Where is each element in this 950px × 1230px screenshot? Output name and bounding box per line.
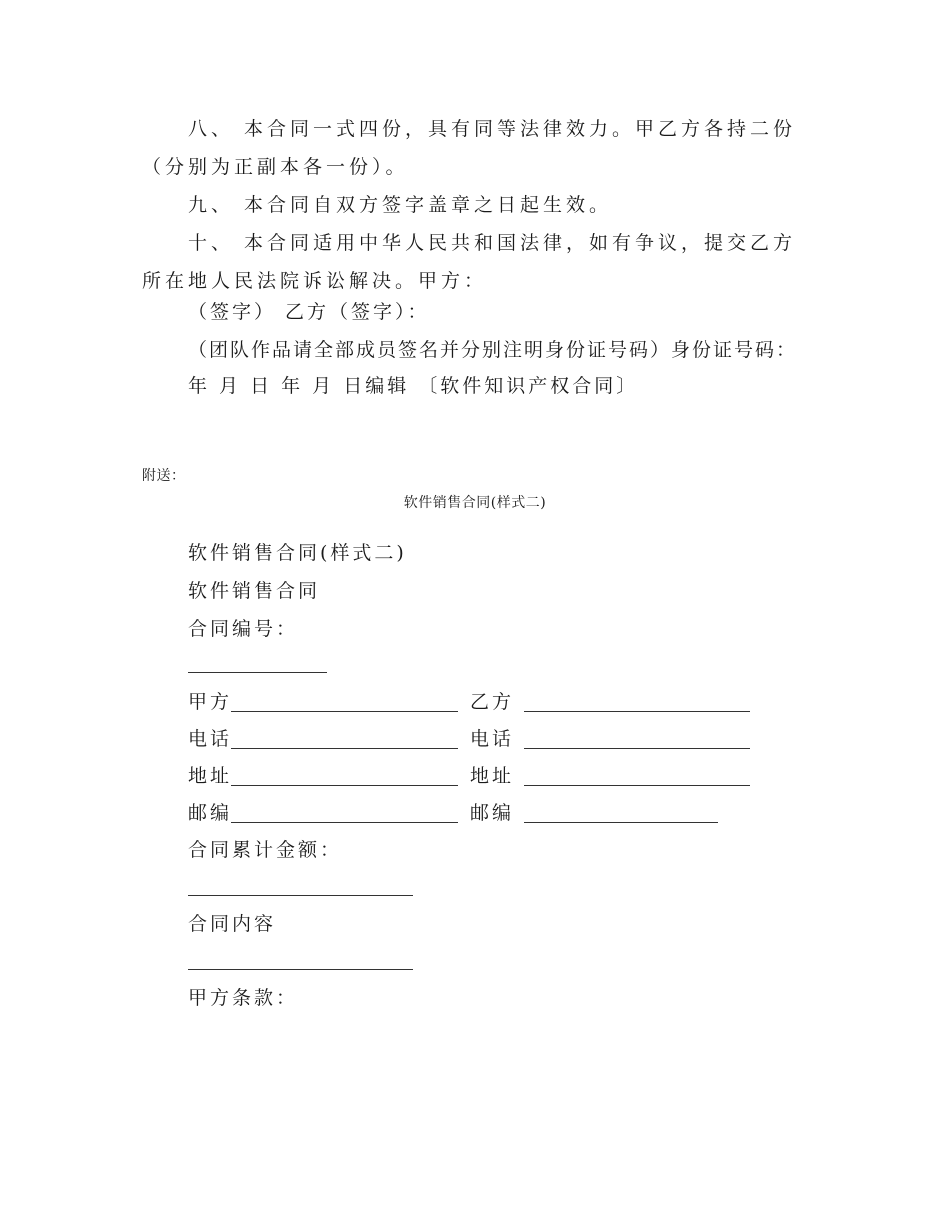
contract-number-label: 合同编号：: [188, 618, 299, 640]
postcode-b-blank: [524, 822, 718, 823]
attachment-title: 软件销售合同(样式二): [403, 495, 547, 511]
postcode-a-blank: [231, 822, 458, 823]
content-label: 合同内容: [188, 913, 277, 935]
party-b-label: 乙方: [470, 691, 515, 713]
amount-label: 合同累计金额：: [188, 839, 343, 861]
amount-blank: [188, 895, 413, 896]
clause-9: 九、 本合同自双方签字盖章之日起生效。: [188, 194, 613, 216]
address-a-blank: [231, 785, 458, 786]
address-b-blank: [524, 785, 750, 786]
address-a-label: 地址: [188, 765, 233, 787]
party-a-label: 甲方: [188, 691, 233, 713]
date-line: 年 月 日 年 月 日编辑 〔软件知识产权合同〕: [188, 375, 639, 397]
phone-b-label: 电话: [470, 728, 515, 750]
contract-title: 软件销售合同(样式二): [188, 542, 407, 564]
attachment-label: 附送：: [142, 468, 186, 484]
terms-a-label: 甲方条款：: [188, 987, 299, 1009]
contract-subtitle: 软件销售合同: [188, 580, 321, 602]
team-note: （团队作品请全部成员签名并分别注明身份证号码）身份证号码：: [188, 339, 798, 361]
party-a-blank: [231, 711, 458, 712]
clause-10: 十、 本合同适用中华人民共和国法律，如有争议，提交乙方所在地人民法院诉讼解决。甲方：: [142, 232, 797, 292]
phone-a-blank: [231, 748, 458, 749]
content-blank: [188, 969, 413, 970]
postcode-a-label: 邮编: [188, 802, 233, 824]
contract-number-blank: [188, 672, 327, 673]
postcode-b-label: 邮编: [470, 802, 515, 824]
address-b-label: 地址: [470, 765, 515, 787]
signature-line: （签字） 乙方（签字）：: [188, 301, 430, 323]
phone-b-blank: [524, 748, 750, 749]
clause-8: 八、 本合同一式四份，具有同等法律效力。甲乙方各持二份（分别为正副本各一份）。: [142, 118, 797, 178]
party-b-blank: [524, 711, 750, 712]
phone-a-label: 电话: [188, 728, 233, 750]
